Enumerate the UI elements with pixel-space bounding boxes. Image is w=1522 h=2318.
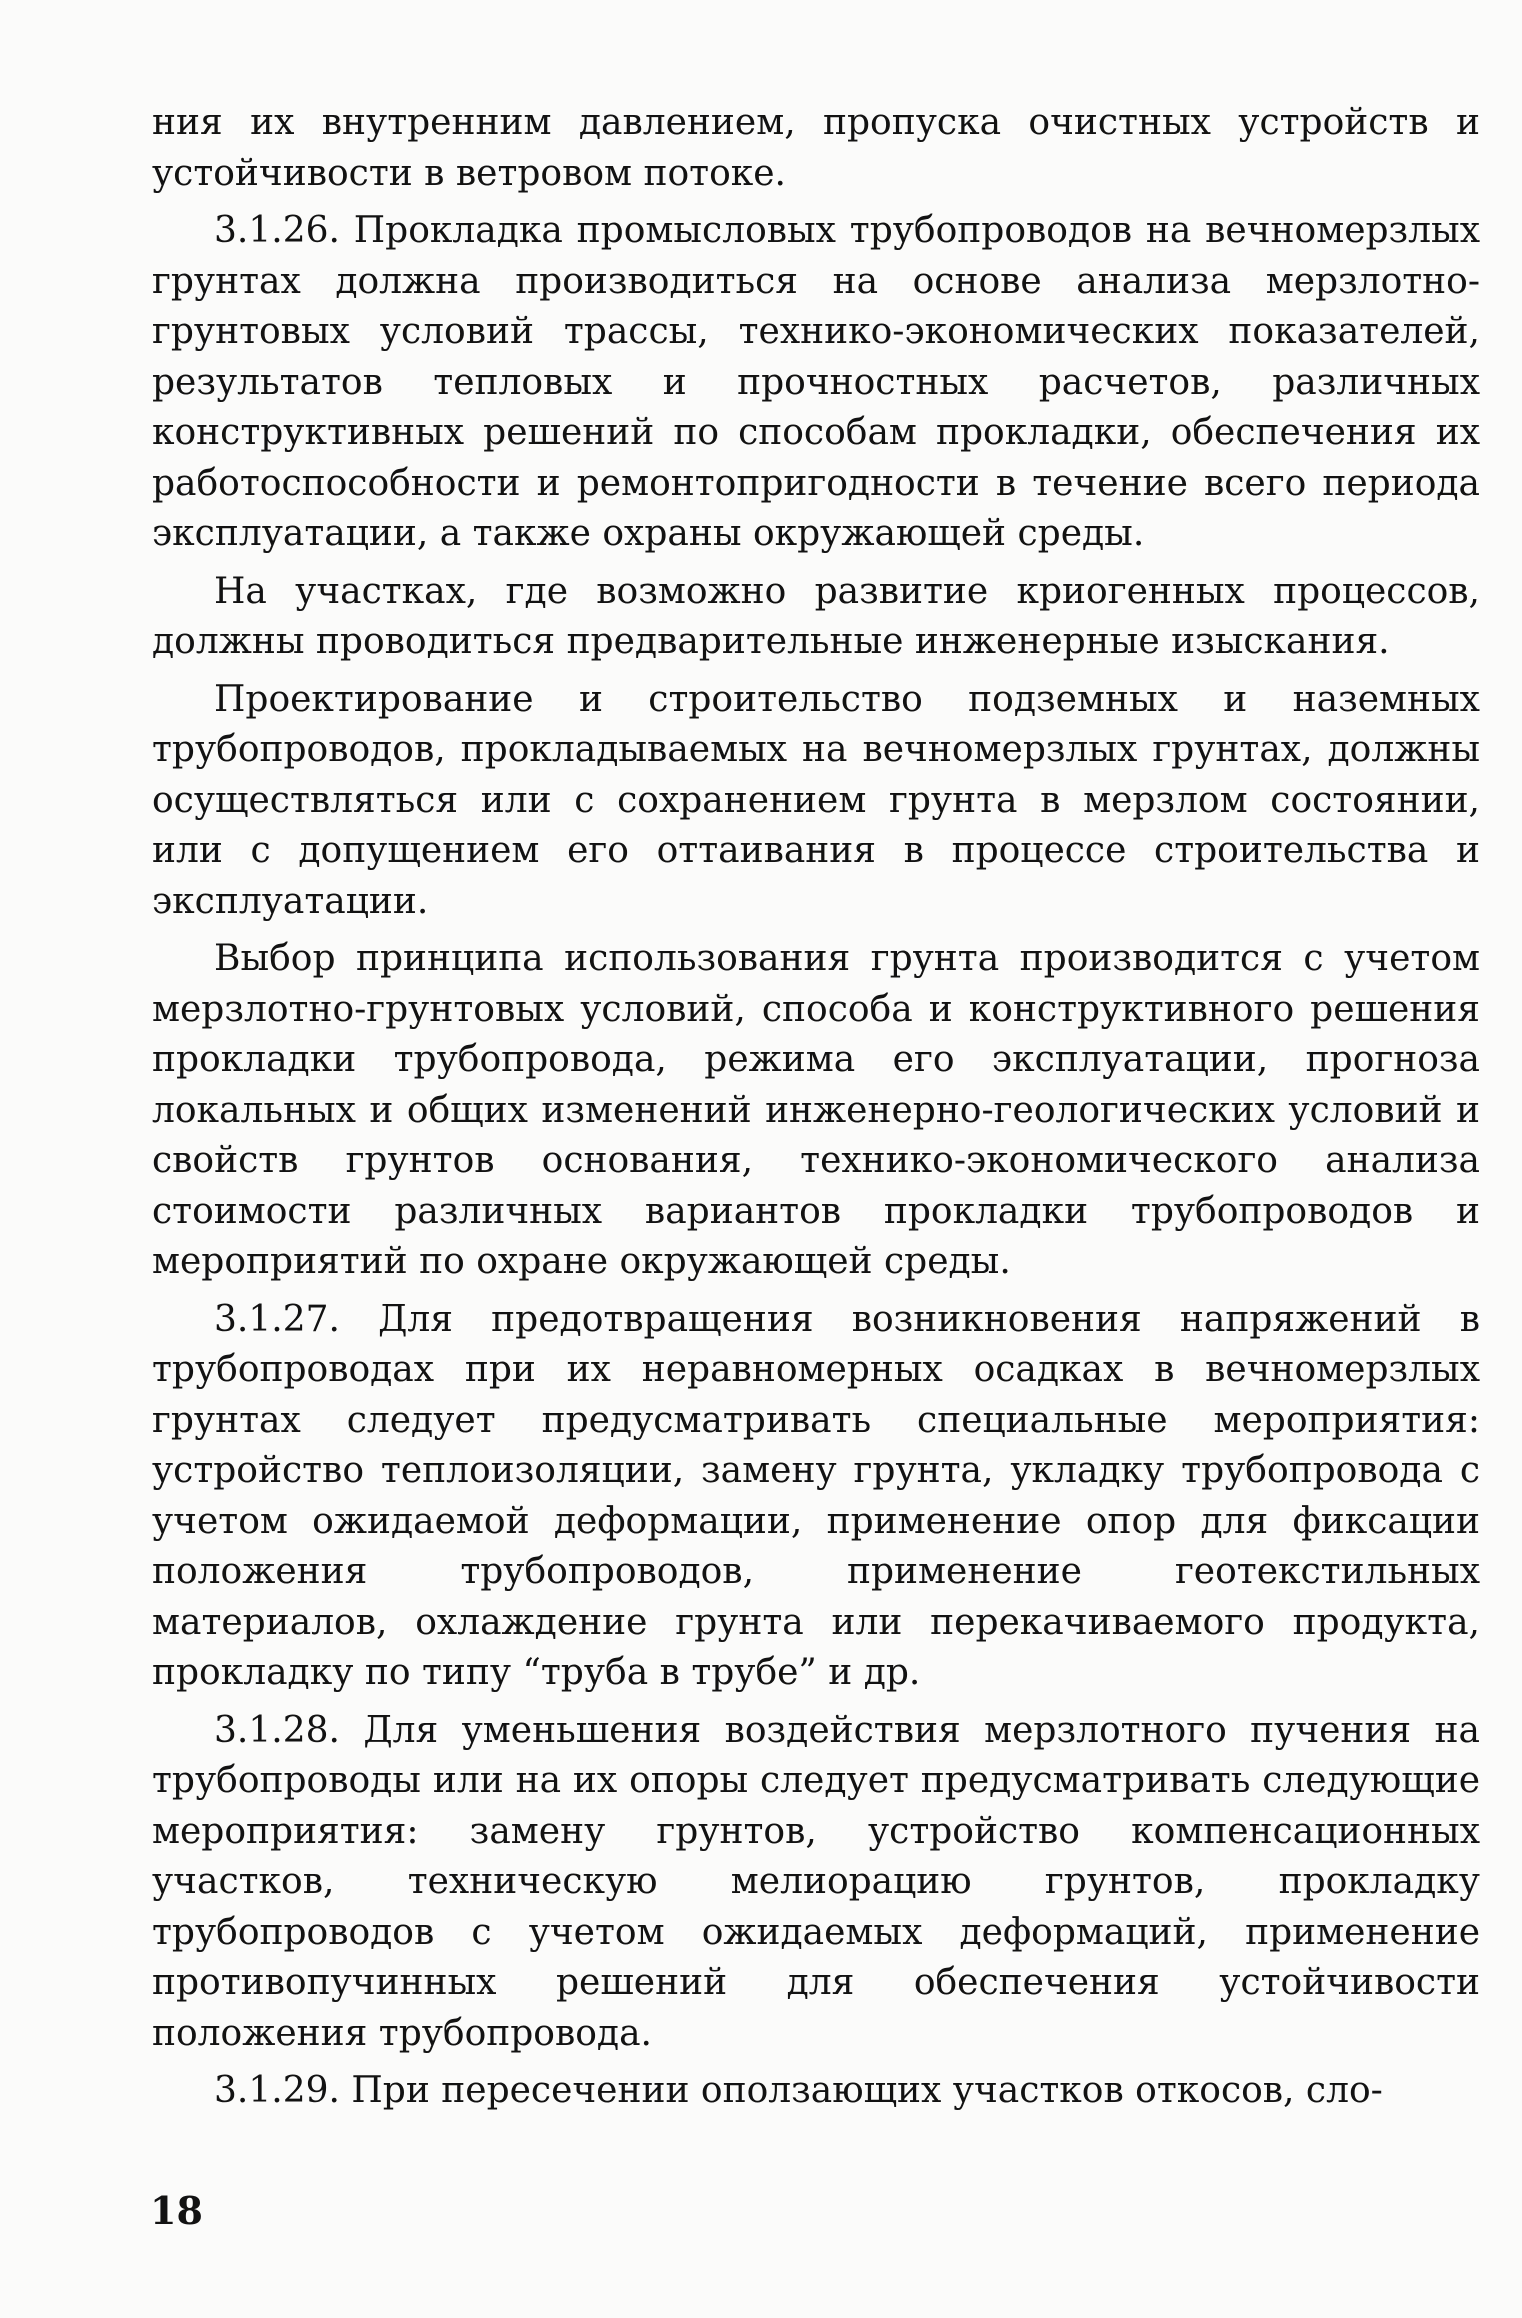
- page-number: 18: [150, 2188, 203, 2233]
- paragraph-cryogenic-surveys: На участках, где возможно развитие криогенных процессов, должны проводиться предварительные инженерные изыскания.: [152, 570, 1480, 662]
- paragraph-3-1-29: 3.1.29. При пересечении оползающих участков откосов, сло-: [214, 2070, 1383, 2111]
- paragraph-principle-choice: Выбор принципа использования грунта производится с учетом мерзлотно-грунтовых условий, способа и конструктивного решения прокладки трубопровода, режима его эксплуатации, прогноза локальных и общих изменений инженерно-геологических условий и свойств грунтов основания, технико-экономического анализа стоимости различных вариантов прокладки трубопроводов и мероприятий по охране окружающей среды.: [152, 938, 1480, 1282]
- paragraph-3-1-27: 3.1.27. Для предотвращения возникновения напряжений в трубопроводах при их неравномерных осадках в вечномерзлых грунтах следует предусматривать специальные мероприятия: устройство теплоизоляции, замену грунта, укладку трубопровода с учетом ожидаемой деформации, применение опор для фиксации положения трубопроводов, применение геотекстильных материалов, охлаждение грунта или перекачиваемого продукта, прокладку по типу “труба в трубе” и др.: [152, 1298, 1480, 1693]
- paragraph-3-1-26: 3.1.26. Прокладка промысловых трубопроводов на вечномерзлых грунтах должна производиться на основе анализа мерзлотно-грунтовых условий трассы, технико-экономических показателей, результатов тепловых и прочностных расчетов, различных конструктивных решений по способам прокладки, обеспечения их работоспособности и ремонтопригодности в течение всего периода эксплуатации, а также охраны окружающей среды.: [152, 210, 1480, 554]
- paragraph-3-1-28: 3.1.28. Для уменьшения воздействия мерзлотного пучения на трубопроводы или на их опоры следует предусматривать следующие мероприятия: замену грунтов, устройство компенсационных участков, техническую мелиорацию грунтов, прокладку трубопроводов с учетом ожидаемых деформаций, применение противопучинных решений для обеспечения устойчивости положения трубопровода.: [152, 1709, 1480, 2054]
- body-text: [152, 98, 1480, 2124]
- paragraph-design-construction: Проектирование и строительство подземных и наземных трубопроводов, прокладываемых на вечномерзлых грунтах, должны осуществляться или с сохранением грунта в мерзлом состоянии, или с допущением его оттаивания в процессе строительства и эксплуатации.: [152, 678, 1480, 922]
- paragraph-continuation: ния их внутренним давлением, пропуска очистных устройств и устойчивости в ветровом потоке.: [152, 102, 1480, 194]
